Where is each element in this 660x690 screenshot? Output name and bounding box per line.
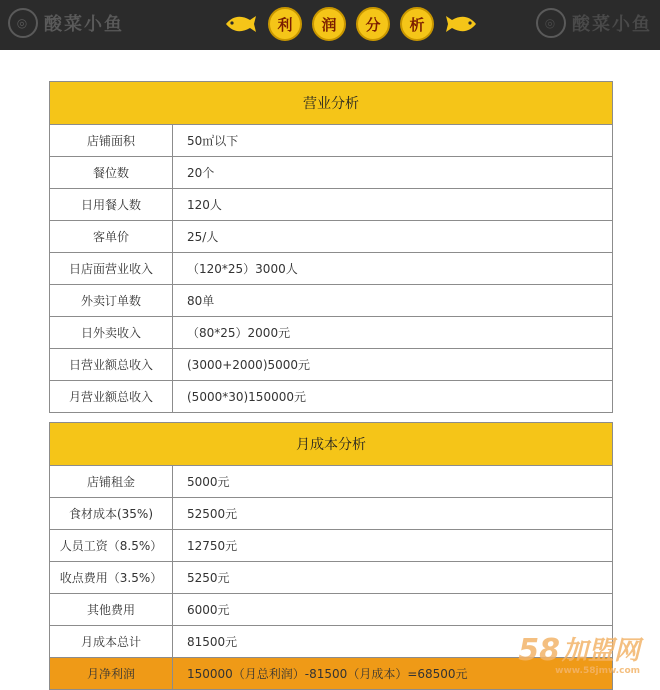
row-value: (5000*30)150000元 — [173, 381, 613, 413]
row-label: 外卖订单数 — [50, 285, 173, 317]
watermark-left — [8, 8, 124, 38]
row-label: 收点费用（3.5%） — [50, 562, 173, 594]
table-row — [50, 157, 613, 189]
table-row — [50, 253, 613, 285]
logo-number: 58 — [518, 633, 560, 668]
row-label: 月营业额总收入 — [50, 381, 173, 413]
row-label: 其他费用 — [50, 594, 173, 626]
fish-right-icon — [444, 12, 480, 36]
title-char-3: 分 — [356, 7, 390, 41]
row-label: 客单价 — [50, 221, 173, 253]
table-row — [50, 530, 613, 562]
logo-url: www.58jmw.com — [555, 666, 640, 676]
row-value: 81500元 — [173, 626, 613, 658]
row-value: 5250元 — [173, 562, 613, 594]
site-logo — [518, 633, 640, 676]
row-label: 餐位数 — [50, 157, 173, 189]
title-char-2: 润 — [312, 7, 346, 41]
table-row — [50, 349, 613, 381]
row-label: 月成本总计 — [50, 626, 173, 658]
title-char-4: 析 — [400, 7, 434, 41]
table-row — [50, 285, 613, 317]
row-label: 店铺面积 — [50, 125, 173, 157]
row-label: 日店面营业收入 — [50, 253, 173, 285]
table-row — [50, 466, 613, 498]
row-value: 50㎡以下 — [173, 125, 613, 157]
fish-logo-icon: ◎ — [8, 8, 38, 38]
row-label: 食材成本(35%) — [50, 498, 173, 530]
row-label: 日营业额总收入 — [50, 349, 173, 381]
logo-text: 加盟网 — [561, 636, 640, 666]
table-header: 月成本分析 — [50, 423, 613, 466]
table-row — [50, 221, 613, 253]
fish-left-icon — [222, 12, 258, 36]
row-value: (3000+2000)5000元 — [173, 349, 613, 381]
table-row — [50, 498, 613, 530]
watermark-text-right: 酸菜小鱼 — [572, 14, 652, 35]
row-value: 5000元 — [173, 466, 613, 498]
watermark-right — [536, 8, 652, 38]
row-value: 80单 — [173, 285, 613, 317]
table-row — [50, 381, 613, 413]
row-value: 12750元 — [173, 530, 613, 562]
row-value: 6000元 — [173, 594, 613, 626]
table-row — [50, 562, 613, 594]
row-value: 150000（月总利润）-81500（月成本）=68500元 — [173, 658, 613, 690]
row-value: 25/人 — [173, 221, 613, 253]
watermark-text-left: 酸菜小鱼 — [44, 14, 124, 35]
row-value: （120*25）3000人 — [173, 253, 613, 285]
top-banner — [0, 0, 660, 50]
row-label: 人员工资（8.5%） — [50, 530, 173, 562]
business-analysis-table — [49, 81, 613, 413]
fish-logo-icon: ◎ — [536, 8, 566, 38]
row-value: （80*25）2000元 — [173, 317, 613, 349]
table-row — [50, 594, 613, 626]
table-row — [50, 317, 613, 349]
row-value: 120人 — [173, 189, 613, 221]
row-label: 月净利润 — [50, 658, 173, 690]
banner-title — [222, 6, 480, 42]
row-value: 20个 — [173, 157, 613, 189]
table-header: 营业分析 — [50, 82, 613, 125]
row-label: 店铺租金 — [50, 466, 173, 498]
table-row — [50, 189, 613, 221]
table-row — [50, 125, 613, 157]
title-char-1: 利 — [268, 7, 302, 41]
row-label: 日用餐人数 — [50, 189, 173, 221]
row-label: 日外卖收入 — [50, 317, 173, 349]
row-value: 52500元 — [173, 498, 613, 530]
